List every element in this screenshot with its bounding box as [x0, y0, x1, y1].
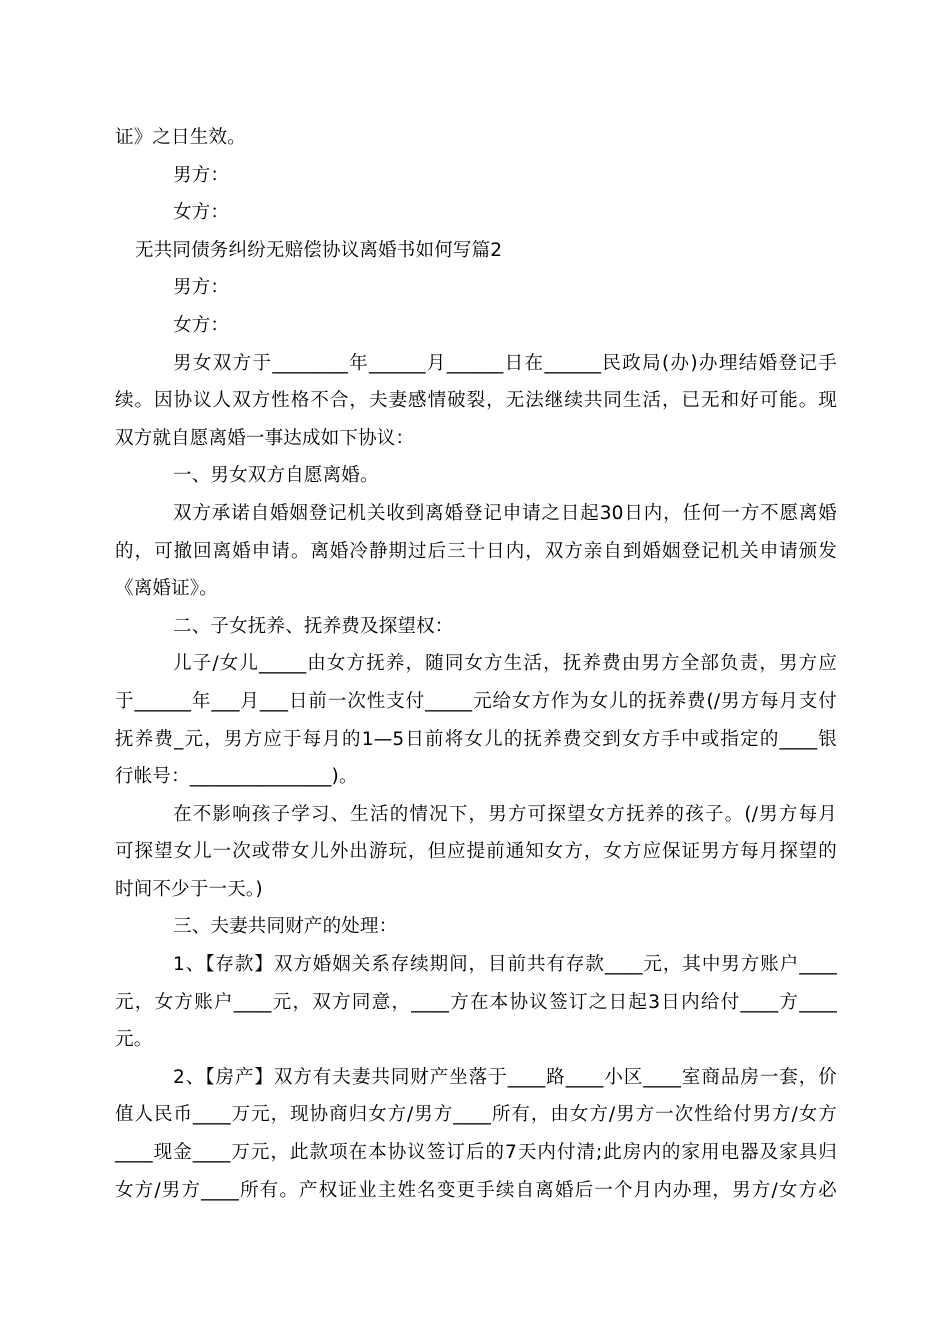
section-title: 无共同债务纠纷无赔偿协议离婚书如何写篇2 [135, 239, 503, 261]
clause-heading: 三、夫妻共同财产的处理： [173, 916, 398, 938]
text-line: 的，可撤回离婚申请。离婚冷静期过后三十日内，双方亲自到婚姻登记机关申请颁发 [115, 540, 837, 562]
text-line: 《离婚证》。 [115, 578, 218, 600]
text-line: 2、【房产】双方有夫妻共同财产坐落于____路____小区____室商品房一套，价 [173, 1066, 837, 1088]
clause-heading: 一、男女双方自愿离婚。 [173, 465, 379, 487]
text-line: 双方就自愿离婚一事达成如下协议： [115, 427, 415, 449]
text-line: ____现金____万元，此款项在本协议签订后的7天内付清;此房内的家用电器及家具归 [115, 1142, 837, 1164]
text-line: 男女双方于________年______月______日在______民政局(办)办理结婚登记手 [173, 352, 837, 374]
text-line: 双方承诺自婚姻登记机关收到离婚登记申请之日起30日内，任何一方不愿离婚 [173, 502, 837, 524]
text-line: 于______年___月___日前一次性支付_____元给女方作为女儿的抚养费(/男方每月支付 [115, 690, 837, 712]
document-body [115, 119, 837, 1209]
signature-line-male: 男方： [173, 164, 230, 186]
text-line: 在不影响孩子学习、生活的情况下，男方可探望女方抚养的孩子。(/男方每月 [173, 803, 837, 825]
text-line: 值人民币____万元，现协商归女方/男方____所有，由女方/男方一次性给付男方/女方 [115, 1104, 837, 1126]
text-line: 元，女方账户____元，双方同意，____方在本协议签订之日起3日内给付____方____ [115, 991, 837, 1013]
text-line: 续。因协议人双方性格不合，夫妻感情破裂，无法继续共同生活，已无和好可能。现 [115, 390, 837, 412]
text-line: 行帐号：_______________)。 [115, 766, 358, 788]
text-line: 时间不少于一天。) [115, 878, 263, 900]
text-line: 儿子/女儿_____由女方抚养，随同女方生活，抚养费由男方全部负责，男方应 [173, 653, 837, 675]
clause-heading: 二、子女抚养、抚养费及探望权： [173, 615, 454, 637]
text-line: 抚养费_元，男方应于每月的1—5日前将女儿的抚养费交到女方手中或指定的____银 [115, 728, 837, 750]
text-line: 可探望女儿一次或带女儿外出游玩，但应提前通知女方，女方应保证男方每月探望的 [115, 841, 837, 863]
text-line: 1、【存款】双方婚姻关系存续期间，目前共有存款____元，其中男方账户____ [173, 954, 837, 976]
field-male: 男方： [173, 277, 230, 299]
text-line: 证》之日生效。 [115, 127, 246, 148]
field-female: 女方： [173, 314, 230, 336]
text-line: 元。 [115, 1029, 153, 1051]
signature-line-female: 女方： [173, 202, 230, 224]
text-line: 女方/男方____所有。产权证业主姓名变更手续自离婚后一个月内办理，男方/女方必 [115, 1179, 837, 1201]
